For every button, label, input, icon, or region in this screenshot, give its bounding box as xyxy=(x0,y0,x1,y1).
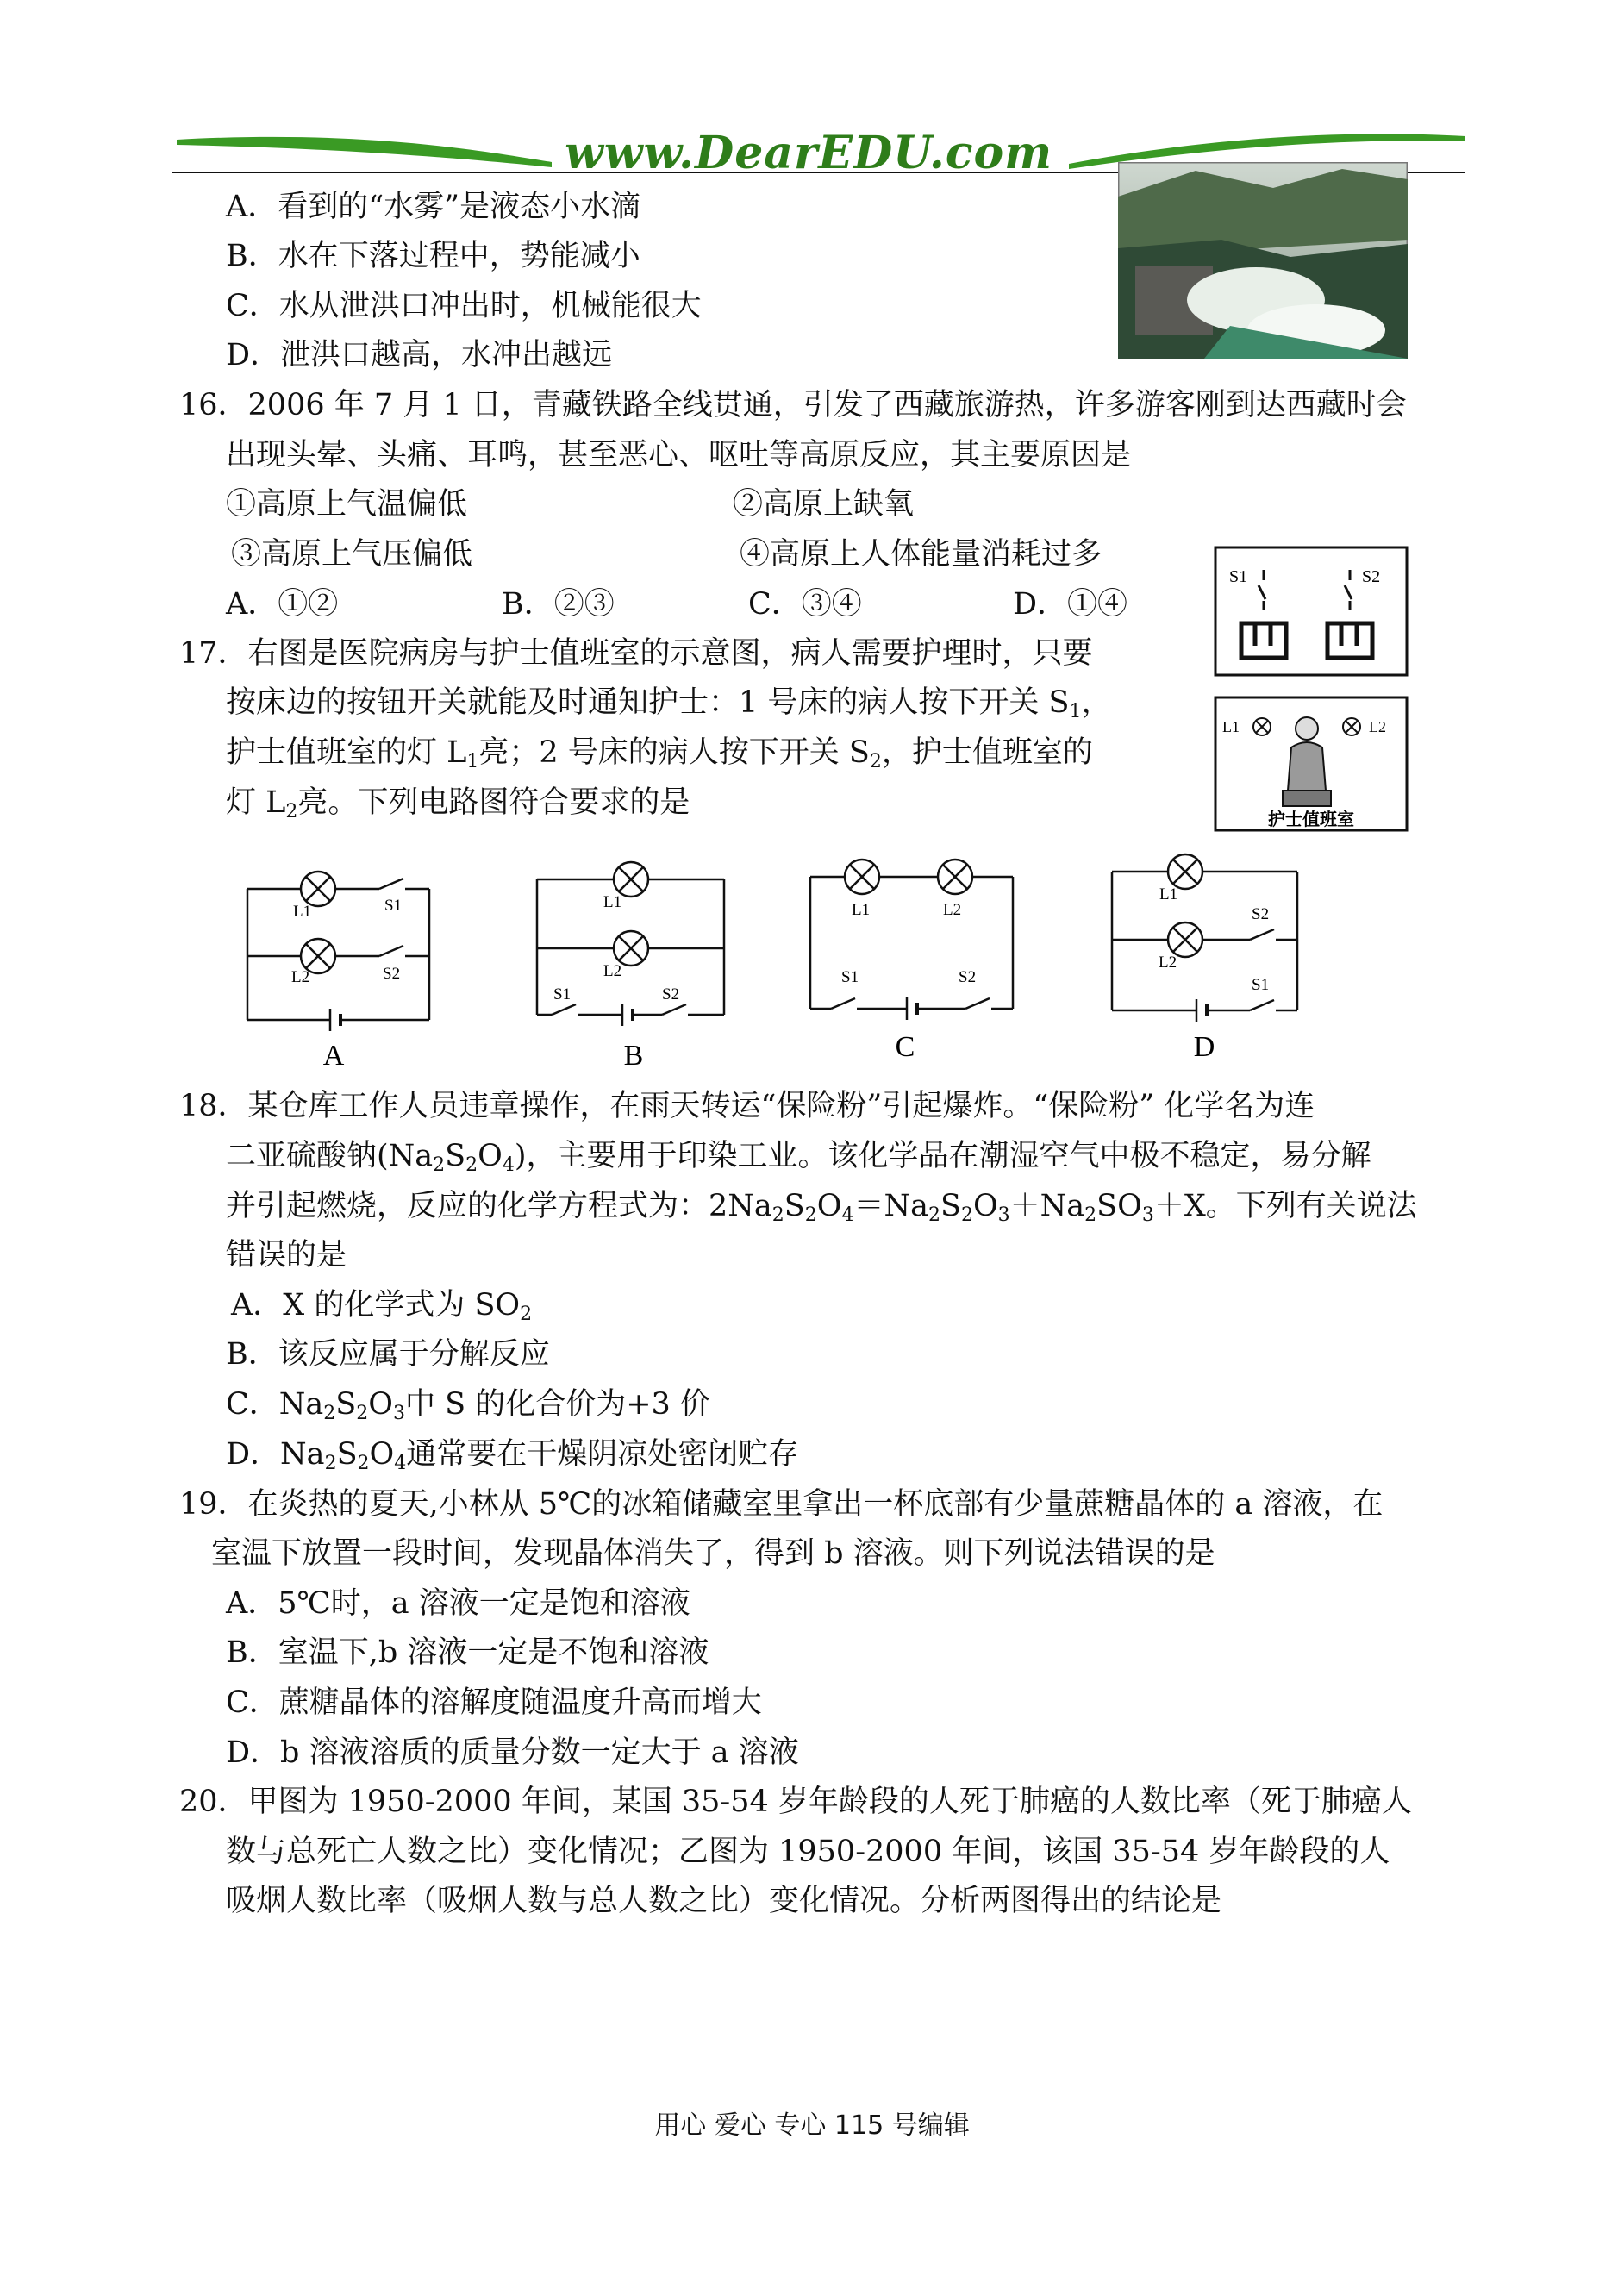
q18-stem-line2: 二亚硫酸钠$(Na_2S_2O_4)$，主要用于印染工业。该化学品在潮湿空气中极不稳定，易分解 xyxy=(226,1139,1371,1176)
circuit-d xyxy=(1112,854,1297,1063)
q20-stem-line3: 吸烟人数比率（吸烟人数与总人数之比）变化情况。分析两图得出的结论是 xyxy=(226,1884,1222,1918)
circuit-b-l1: L1 xyxy=(603,893,622,911)
q15-option-d: D．泄洪口越高，水冲出越远 xyxy=(226,338,613,372)
lamp-l2-label: L2 xyxy=(1369,718,1386,735)
q19-stem-line2: 室温下放置一段时间，发现晶体消失了，得到 b 溶液。则下列说法错误的是 xyxy=(211,1536,1215,1571)
q16-item-2: ②高原上缺氧 xyxy=(733,487,915,522)
circuit-d-label: D xyxy=(1193,1031,1215,1063)
q20-stem-line1: 20．甲图为 1950-2000 年间，某国 35-54 岁年龄段的人死于肺癌的人数比率（死于肺癌人 xyxy=(179,1785,1412,1819)
circuit-b-s1: S1 xyxy=(553,985,572,1004)
q16-choice-b: B．②③ xyxy=(502,587,615,622)
circuit-a xyxy=(247,872,429,1072)
circuit-c-s1: S1 xyxy=(841,968,859,986)
circuit-b xyxy=(537,862,724,1072)
q16-item-3: ③高原上气压偏低 xyxy=(231,537,473,572)
nurse-room-label: 护士值班室 xyxy=(1268,810,1354,829)
q16-choice-a: A．①② xyxy=(226,587,339,622)
q16-stem-line2: 出现头晕、头痛、耳鸣，甚至恶心、呕吐等高原反应，其主要原因是 xyxy=(226,438,1132,472)
circuit-a-label: A xyxy=(322,1040,345,1072)
q18-option-d: D．$Na_2S_2O_4$通常要在干燥阴凉处密闭贮存 xyxy=(226,1437,799,1474)
circuit-a-s2: S2 xyxy=(383,965,401,983)
circuit-d-l2: L2 xyxy=(1159,954,1177,972)
q16-stem-line1: 16．2006 年 7 月 1 日，青藏铁路全线贯通，引发了西藏旅游热，许多游客刚到达西藏时会 xyxy=(179,388,1407,422)
circuit-b-l2: L2 xyxy=(603,962,622,980)
circuit-d-s2: S2 xyxy=(1252,905,1270,923)
lamp-l1-label: L1 xyxy=(1222,718,1240,735)
q17-stem-line3: 护士值班室的灯 $L_1$亮；2 号床的病人按下开关 $S_2$，护士值班室的 xyxy=(226,735,1093,772)
q16-choice-d: D．①④ xyxy=(1013,587,1128,622)
page-footer: 用心 爱心 专心 115 号编辑 xyxy=(654,2111,970,2141)
q17-stem-line4: 灯 $L_2$亮。下列电路图符合要求的是 xyxy=(226,785,690,822)
water-dam-photo xyxy=(1118,162,1408,359)
circuit-a-l2: L2 xyxy=(291,968,310,986)
q16-item-4: ④高原上人体能量消耗过多 xyxy=(740,537,1102,572)
circuit-a-s1: S1 xyxy=(384,897,403,915)
switch-s2-label: S2 xyxy=(1362,567,1381,586)
circuit-b-label: B xyxy=(623,1040,644,1072)
q16-choice-c: C．③④ xyxy=(748,587,862,622)
q16-item-1: ①高原上气温偏低 xyxy=(226,487,468,522)
q19-stem-line1: 19．在炎热的夏天,小林从 5℃的冰箱储藏室里拿出一杯底部有少量蔗糖晶体的 a 溶液，在 xyxy=(179,1487,1384,1522)
circuit-c-label: C xyxy=(895,1031,915,1063)
q18-option-b: B．该反应属于分解反应 xyxy=(226,1337,550,1372)
site-logo: www.DearEDU.com xyxy=(565,127,1053,179)
q20-stem-line2: 数与总死亡人数之比）变化情况；乙图为 1950-2000 年间，该国 35-54 岁年龄段的人 xyxy=(226,1835,1390,1869)
q18-option-c: C．$Na_2S_2O_3$中 S 的化合价为+3 价 xyxy=(226,1387,710,1424)
q18-stem-line1: 18．某仓库工作人员违章操作，在雨天转运“保险粉”引起爆炸。“保险粉” 化学名为连 xyxy=(179,1089,1315,1123)
q19-option-a: A．5℃时，a 溶液一定是饱和溶液 xyxy=(226,1586,690,1621)
q19-option-d: D．b 溶液溶质的质量分数一定大于 a 溶液 xyxy=(226,1735,799,1770)
q17-stem-line2: 按床边的按钮开关就能及时通知护士：1 号床的病人按下开关 $S_1$， xyxy=(226,685,1112,722)
q19-option-b: B．室温下,b 溶液一定是不饱和溶液 xyxy=(226,1635,709,1670)
q19-option-c: C．蔗糖晶体的溶解度随温度升高而增大 xyxy=(226,1685,762,1720)
circuit-d-l1: L1 xyxy=(1159,885,1178,904)
battery-icon xyxy=(330,1009,340,1031)
q18-stem-line4: 错误的是 xyxy=(226,1238,347,1273)
circuit-b-s2: S2 xyxy=(662,985,680,1004)
q15-option-c: C．水从泄洪口冲出时，机械能很大 xyxy=(226,289,702,323)
q17-stem-line1: 17．右图是医院病房与护士值班室的示意图，病人需要护理时，只要 xyxy=(179,636,1093,671)
nurse-room-diagram xyxy=(1214,696,1409,832)
q15-option-b: B．水在下落过程中，势能减小 xyxy=(226,239,640,273)
circuit-c xyxy=(810,860,1013,1063)
circuit-d-s1: S1 xyxy=(1252,976,1270,994)
q18-option-a: A．X 的化学式为 $SO_2$ xyxy=(231,1288,533,1325)
q18-stem-line3: 并引起燃烧，反应的化学方程式为：$2Na_2S_2O_4=Na_2S_2O_3+Na_2SO_3+X$。下列有关说法 xyxy=(226,1189,1417,1226)
ward-switch-diagram xyxy=(1214,546,1409,677)
circuit-c-s2: S2 xyxy=(959,968,977,986)
circuit-c-l2: L2 xyxy=(943,901,962,919)
switch-s1-label: S1 xyxy=(1229,567,1248,586)
circuit-a-l1: L1 xyxy=(293,903,312,921)
circuit-c-l1: L1 xyxy=(852,901,871,919)
circuit-diagrams xyxy=(233,849,1319,1073)
q15-option-a: A．看到的“水雾”是液态小水滴 xyxy=(226,190,641,224)
